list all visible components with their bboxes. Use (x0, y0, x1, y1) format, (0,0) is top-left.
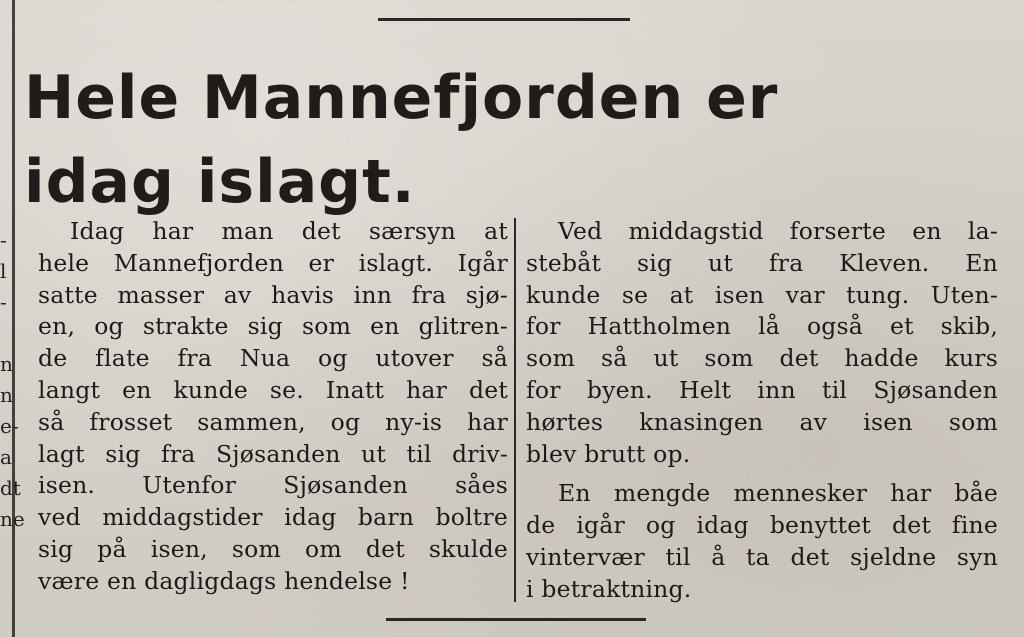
fragment-line: ne (0, 507, 25, 531)
article-headline (24, 56, 1004, 224)
text-line: Ved middagstid forserte en la- (558, 217, 998, 245)
text-line: være en dagligdags hendelse ! (38, 566, 410, 595)
text-line: Idag har man det særsyn at (70, 217, 508, 245)
fragment-line: - (0, 228, 7, 252)
text-line: hele Mannefjorden er islagt. Igår (38, 248, 508, 277)
fragment-line: e- (0, 414, 19, 438)
text-line: kunde se at isen var tung. Uten- (526, 280, 998, 309)
text-line: for byen. Helt inn til Sjøsanden (526, 375, 998, 404)
text-line: de igår og idag benyttet det fine (526, 511, 998, 540)
text-line: sig på isen, som om det skulde (38, 534, 508, 563)
text-line: blev brutt op. (526, 439, 691, 468)
text-line: de flate fra Nua og utover så (38, 344, 508, 373)
headline-line: Hele Mannefjorden er (24, 63, 779, 133)
text-line: så frosset sammen, og ny-is har (38, 407, 508, 436)
text-line: ved middagstider idag barn boltre (38, 503, 508, 532)
fragment-line: - (0, 290, 7, 314)
adjacent-column-fragments (0, 225, 25, 535)
text-line: som så ut som det hadde kurs (526, 344, 998, 373)
bottom-separator-rule (386, 618, 646, 621)
text-line: vintervær til å ta det sjeldne syn (526, 542, 998, 571)
fragment-line: n (0, 352, 13, 376)
top-separator-rule (378, 18, 630, 21)
fragment-line: a (0, 445, 12, 469)
article-column-right (526, 216, 998, 606)
fragment-line (0, 318, 22, 349)
text-line: hørtes knasingen av isen som (526, 407, 998, 436)
fragment-line: l (0, 259, 7, 283)
text-line: lagt sig fra Sjøsanden ut til driv- (38, 439, 508, 468)
fragment-line: dt (0, 476, 21, 500)
text-line: langt en kunde se. Inatt har det (38, 375, 508, 404)
article-column-left (38, 216, 508, 598)
text-line: en, og strakte sig som en glitren- (38, 312, 508, 341)
column-divider (514, 218, 516, 602)
text-line: En mengde mennesker har båe (558, 479, 998, 508)
text-line: i betraktning. (526, 574, 692, 603)
text-line: for Hattholmen lå også et skib, (526, 312, 998, 341)
text-line: isen. Utenfor Sjøsanden såes (38, 471, 508, 500)
fragment-line: n (0, 383, 13, 407)
text-line: stebåt sig ut fra Kleven. En (526, 248, 998, 277)
headline-line: idag islagt. (24, 147, 416, 217)
text-line: satte masser av havis inn fra sjø- (38, 280, 508, 309)
